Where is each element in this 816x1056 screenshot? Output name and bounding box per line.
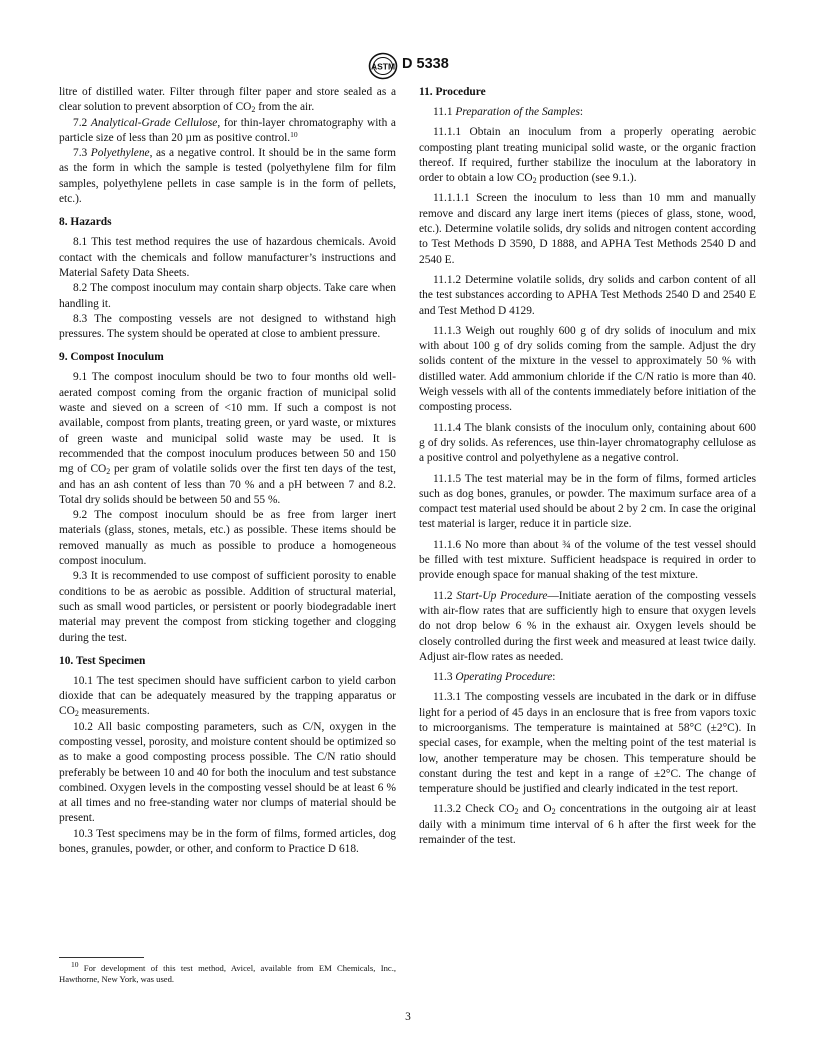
document-designation: D 5338: [402, 56, 449, 72]
paragraph-9-1: 9.1 The compost inoculum should be two to four months old well-aerated compost coming from the organic fraction of municipal solid waste and sieved on a screen of <10 mm. If such a compost is not available, compost from plants, treating green, or yard waste, or mixtures of green waste and municipal solid waste may be used. It is recommended that the compost inoculum produces between 50 and 150 mg of $CO_2$ per gram of volatile solids over the first ten days of the test, and has an ash content of less than 70 % and a pH between 7 and 8.2. Total dry solids should be between 50 and 55 %.: [59, 371, 396, 506]
paragraph-11-2: 11.2 Start-Up Procedure—Initiate aeration of the composting vessels with air-flow rates that are sufficiently high to ensure that oxygen levels do not drop below 6 % in the exhaust air. Oxygen levels should be closely controlled during the first week and measured at least twice daily. Adjust air-flow rates as needed.: [419, 589, 757, 663]
paragraph-11-1-2: 11.1.2 Determine volatile solids, dry solids and carbon content of all the test substances according to APHA Test Methods 2540 D and 2540 E and Test Method D 4129.: [419, 273, 756, 317]
paragraph-10-2: 10.2 All basic composting parameters, such as C/N, oxygen in the composting vessel, porosity, and moisture content should be optimized so as to make a good composting process possible. The C/N ratio should preferably be between 10 and 40 for both the inoculum and test substance combined. Oxygen levels in the composting vessel should be at least 6 % at all times and no free-standing water nor clumps of material should be present.: [59, 720, 396, 825]
paragraph-10-3: 10.3 Test specimens may be in the form of films, formed articles, dog bones, granules, powder, or other, and conform to Practice D 618.: [59, 827, 396, 856]
paragraph-7-2: 7.2 Analytical-Grade Cellulose, for thin-layer chromatography with a particle size of less than 20 µm as positive control.$^{10}$: [59, 116, 396, 144]
section-heading-test-specimen: 10. Test Specimen: [59, 654, 146, 667]
right-column: [419, 85, 756, 848]
section-heading-hazards: 8. Hazards: [59, 216, 112, 229]
paragraph-11-1-3: 11.1.3 Weigh out roughly 600 g of dry solids of inoculum and mix with about 100 g of dry solids coming from the sample. Adjust the dry solids content of the mixture in the vessel to approximately 50 % with distilled water. Add ammonium chloride if the C/N ratio is more than 40. Weigh vessels with all of the contents immediately before initiation of the composting process.: [419, 324, 756, 414]
paragraph-8-3: 8.3 The composting vessels are not designed to withstand high pressures. The system should be operated at close to ambient pressure.: [59, 312, 396, 341]
astm-logo-text: ASTM: [370, 61, 396, 72]
paragraph-11-1-4: 11.1.4 The blank consists of the inoculum only, containing about 600 g of dry solids. As references, use thin-layer chromatography cellulose as a positive control and polyethylene as a negative control.: [419, 421, 756, 465]
paragraph-8-1: 8.1 This test method requires the use of hazardous chemicals. Avoid contact with the chemicals and follow manufacturer’s instructions and Material Safety Data Sheets.: [59, 236, 396, 279]
paragraph-9-2: 9.2 The compost inoculum should be as free from larger inert materials (glass, stones, metals, etc.) as possible. These items should be removed manually as much as possible to produce a homogeneous compost inoculum.: [59, 509, 396, 568]
footnote-divider: [59, 957, 144, 958]
paragraph-11-3-1: 11.3.1 The composting vessels are incubated in the dark or in diffuse light for a period of 45 days in an enclosure that is free from vapors toxic to microorganisms. The temperature is maintained at 58°C (±2°C). In special cases, for example, when the melting point of the test material is low, another temperature may be chosen. This temperature should be constant during the test and kept in a range of ±2°C. The change of temperature should be justified and clearly indicated in the test report.: [419, 691, 756, 796]
paragraph-9-3: 9.3 It is recommended to use compost of sufficient porosity to enable conditions to be as aerobic as possible. Addition of structural material, such as small wood particles, or persistent or poorly biodegradable inert material may prevent the compost from sticking together and clogging during the test.: [59, 570, 396, 644]
page-number: 3: [405, 1011, 411, 1023]
paragraph-8-2: 8.2 The compost inoculum may contain sharp objects. Take care when handling it.: [59, 282, 396, 310]
left-column: [59, 85, 396, 857]
footnote-10: $^{10}$ For development of this test method, Avicel, available from EM Chemicals, Inc., Hawthorne, New York, was used.: [59, 960, 396, 984]
paragraph-11-1-5: 11.1.5 The test material may be in the form of films, formed articles such as dog bones, granules, or powder. The maximum surface area of a compact test material used should be about 2 by 2 cm. In case the original test material is larger, reduce it in particle size.: [419, 472, 756, 531]
paragraph-7-3: 7.3 Polyethylene, as a negative control. It should be in the same form as the form in which the sample is tested (polyethylene film for film samples, polyethylene pellets in case sample is in the form of pellets, etc.).: [59, 147, 396, 206]
footnote-ref-10: 10: [290, 129, 298, 139]
section-heading-procedure: 11. Procedure: [419, 86, 486, 98]
astm-logo: [368, 52, 398, 80]
paragraph-7-1-continued: litre of distilled water. Filter through filter paper and store sealed as a clear solution to prevent absorption of $CO_2$ from the air.: [59, 86, 396, 115]
paragraph-10-1: 10.1 The test specimen should have sufficient carbon to yield carbon dioxide that can be adequately measured by the trapping apparatus or $CO_2$ measurements.: [59, 674, 396, 719]
paragraph-11-1-1: 11.1.1 Obtain an inoculum from a properly operating aerobic composting plant treating municipal solid waste, or the organic fraction thereof. If required, further stabilize the inoculum at the laboratory in order to obtain a low $CO_2$ production (see 9.1.).: [419, 126, 756, 186]
paragraph-11-1: 11.1 Preparation of the Samples:: [433, 106, 584, 118]
page-header: [0, 50, 816, 80]
paragraph-11-1-1-1: 11.1.1.1 Screen the inoculum to less than 10 mm and manually remove and discard any large inert items (pieces of glass, stone, wood, etc.). Determine volatile solids, dry solids and nitrogen content according to Test Methods D 3590, D 1888, and APHA Test Methods 2540 D and 2540 E.: [419, 192, 756, 266]
section-heading-compost-inoculum: 9. Compost Inoculum: [59, 351, 164, 364]
paragraph-11-3: 11.3 Operating Procedure:: [433, 671, 556, 684]
paragraph-11-3-2: 11.3.2 Check $CO_2$ and $O_2$ concentrations in the outgoing air at least daily with a minimum time interval of 6 h after the first week for the remainder of the test.: [419, 803, 756, 847]
paragraph-11-1-6: 11.1.6 No more than about ¾ of the volume of the test vessel should be filled with test mixture. Sufficient headspace is required in order to provide enough space for manual shaking of the test mixture.: [419, 538, 756, 582]
